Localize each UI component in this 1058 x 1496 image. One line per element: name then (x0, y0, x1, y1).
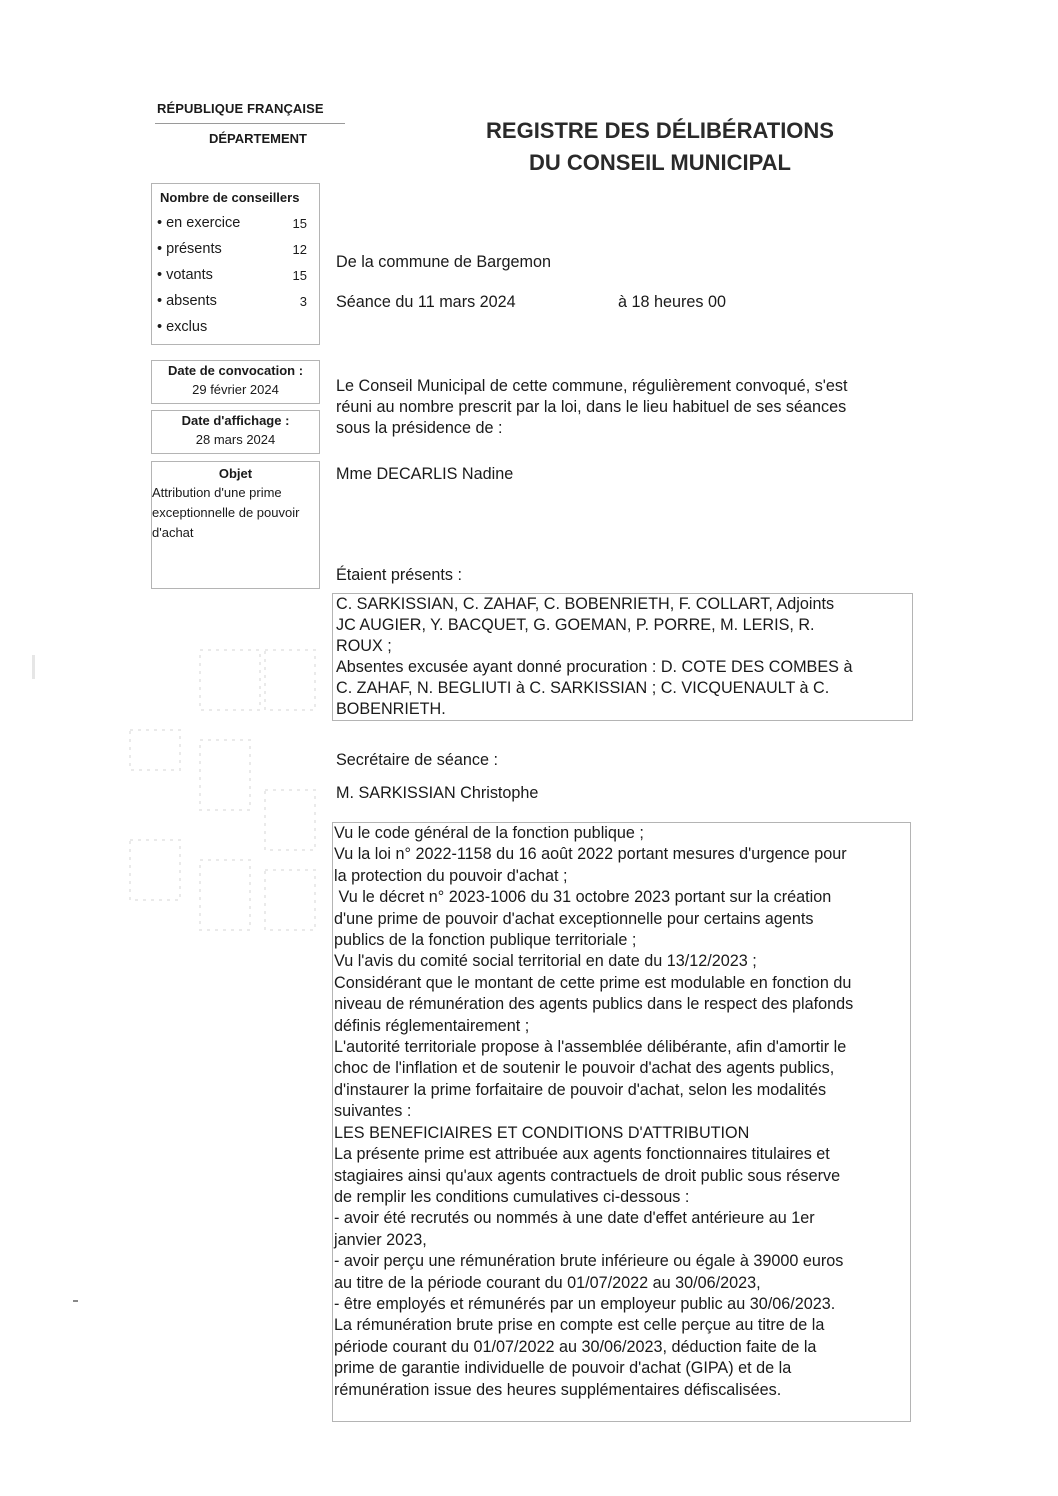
objet-heading: Objet (218, 466, 253, 481)
objet-line: d'achat (152, 525, 194, 540)
deliberation-line: Vu le décret n° 2023-1006 du 31 octobre 2023 portant sur la création (334, 888, 832, 907)
ghost-mark (200, 740, 250, 810)
presents-label: Étaient présents : (336, 566, 462, 584)
ghost-mark (200, 650, 260, 710)
row-value: 3 (299, 294, 307, 309)
deliberation-line: période courant du 01/07/2022 au 30/06/2023, déduction faite de la (334, 1337, 817, 1356)
deliberation-line: d'une prime de pouvoir d'achat exceptionnelle pour certains agents (334, 909, 814, 928)
document-title (360, 115, 960, 179)
convocation-date: 29 février 2024 (192, 382, 279, 397)
secretary-name: M. SARKISSIAN Christophe (336, 784, 539, 802)
row-value: 12 (292, 242, 307, 257)
councillors-count-box (151, 183, 320, 345)
deliberation-line: publics de la fonction publique territoriale ; (334, 931, 637, 950)
presents-line: C. ZAHAF, N. BEGLIUTI à C. SARKISSIAN ; C. VICQUENAULT à C. (336, 679, 830, 697)
deliberation-line: Vu le code général de la fonction publique ; (334, 824, 644, 842)
deliberation-line: La rémunération brute prise en compte est celle perçue au titre de la (334, 1316, 825, 1335)
row-label: • exclus (157, 319, 208, 335)
deliberation-line: stagiaires ainsi qu'aux agents contractuels de droit public sous réserve (334, 1166, 841, 1185)
ghost-mark (265, 870, 315, 930)
deliberation-line: prime de garantie individuelle de pouvoir d'achat (GIPA) et de la (334, 1359, 792, 1378)
commune-line: De la commune de Bargemon (336, 253, 552, 271)
objet-line: exceptionnelle de pouvoir (152, 505, 300, 520)
deliberation-line: la protection du pouvoir d'achat ; (334, 866, 568, 885)
ghost-mark (130, 840, 180, 900)
convocation-paragraph (336, 376, 916, 439)
deliberation-line: La présente prime est attribuée aux agents fonctionnaires titulaires et (334, 1145, 830, 1164)
presents-line: JC AUGIER, Y. BACQUET, G. GOEMAN, P. PORRE, M. LERIS, R. (336, 616, 815, 634)
presents-line: ROUX ; (336, 637, 392, 655)
deliberation-line: janvier 2023, (334, 1230, 427, 1249)
objet-line: Attribution d'une prime (152, 485, 282, 500)
republique-francaise-label: RÉPUBLIQUE FRANÇAISE (157, 101, 324, 116)
row-label: • votants (157, 267, 213, 283)
deliberation-section-heading: LES BENEFICIAIRES ET CONDITIONS D'ATTRIBUTION (334, 1123, 750, 1142)
presents-line: BOBENRIETH. (336, 700, 446, 718)
deliberation-line: - avoir été recrutés ou nommés à une date d'effet antérieure au 1er (334, 1209, 815, 1228)
convocation-date-box (151, 360, 320, 404)
row-label: • présents (157, 241, 222, 257)
paragraph-line: Le Conseil Municipal de cette commune, régulièrement convoqué, s'est (336, 377, 848, 395)
deliberation-text-box (332, 822, 911, 1422)
objet-box (151, 461, 320, 589)
ghost-mark (265, 790, 315, 850)
scan-margin-mark (32, 655, 35, 679)
convocation-heading: Date de convocation : (167, 363, 304, 378)
deliberation-line: rémunération issue des heures supplémentaires défiscalisées. (334, 1380, 782, 1399)
departement-label: DÉPARTEMENT (209, 131, 307, 146)
deliberation-line: d'instaurer la prime forfaitaire de pouvoir d'achat, selon les modalités (334, 1080, 827, 1099)
affichage-heading: Date d'affichage : (181, 413, 290, 428)
objet-text (152, 483, 319, 543)
deliberation-line: suivantes : (334, 1102, 412, 1121)
bleed-through-qr-pattern (20, 640, 320, 940)
seance-time: à 18 heures 00 (618, 293, 727, 311)
councillors-heading: Nombre de conseillers (160, 190, 300, 205)
secretary-label: Secrétaire de séance : (336, 751, 498, 769)
ghost-mark (130, 730, 180, 770)
title-line-1: REGISTRE DES DÉLIBÉRATIONS (486, 118, 834, 143)
scan-speck (73, 1300, 78, 1302)
deliberation-line: choc de l'inflation et de soutenir le pouvoir d'achat des agents publics, (334, 1059, 835, 1078)
presents-line: C. SARKISSIAN, C. ZAHAF, C. BOBENRIETH, F. COLLART, Adjoints (336, 595, 835, 613)
row-value: 15 (292, 216, 307, 231)
deliberation-line: L'autorité territoriale propose à l'assemblée délibérante, afin d'amortir le (334, 1038, 847, 1057)
deliberation-line: au titre de la période courant du 01/07/2022 au 30/06/2023, (334, 1273, 761, 1292)
deliberation-line: définis réglementairement ; (334, 1016, 530, 1035)
row-value: 15 (292, 268, 307, 283)
affichage-date-box (151, 410, 320, 454)
deliberation-line: niveau de rémunération des agents publics dans le respect des plafonds (334, 995, 854, 1014)
deliberation-line: - être employés et rémunérés par un employeur public au 30/06/2023. (334, 1294, 836, 1313)
seance-date: Séance du 11 mars 2024 (336, 293, 516, 311)
president-name: Mme DECARLIS Nadine (336, 465, 514, 483)
presents-list-box (332, 593, 913, 721)
deliberation-line: Considérant que le montant de cette prime est modulable en fonction du (334, 973, 852, 992)
paragraph-line: réuni au nombre prescrit par la loi, dans le lieu habituel de ses séances (336, 398, 847, 416)
presents-line: Absentes excusée ayant donné procuration : D. COTE DES COMBES à (336, 658, 853, 676)
deliberation-line: - avoir perçu une rémunération brute inférieure ou égale à 39000 euros (334, 1252, 844, 1271)
row-label: • absents (157, 293, 217, 309)
deliberation-line: de remplir les conditions cumulatives ci-dessous : (334, 1187, 690, 1206)
affichage-date: 28 mars 2024 (195, 432, 276, 447)
title-line-2: DU CONSEIL MUNICIPAL (529, 150, 791, 175)
row-label: • en exercice (157, 215, 241, 231)
ghost-mark (200, 860, 250, 930)
paragraph-line: sous la présidence de : (336, 419, 503, 437)
ghost-mark (265, 650, 315, 710)
deliberation-line: Vu la loi n° 2022-1158 du 16 août 2022 portant mesures d'urgence pour (334, 845, 847, 864)
header-divider (155, 123, 345, 124)
deliberation-line: Vu l'avis du comité social territorial en date du 13/12/2023 ; (334, 952, 757, 971)
